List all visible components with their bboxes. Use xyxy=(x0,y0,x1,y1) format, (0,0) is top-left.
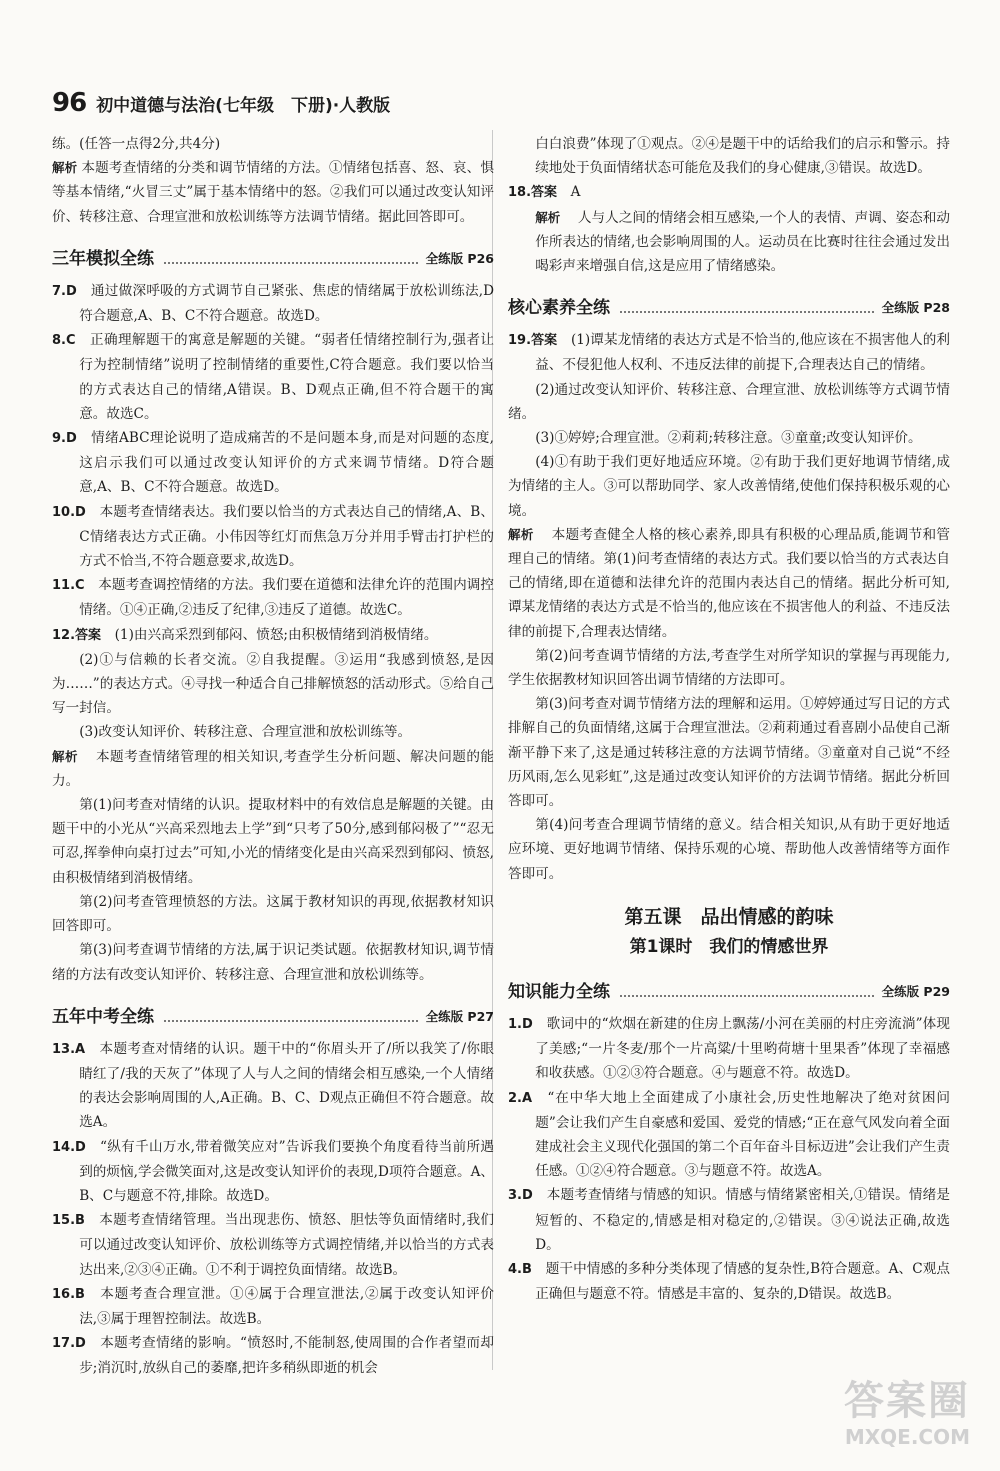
answer-item: 8.C 正确理解题干的寓意是解题的关键。“弱者任情绪控制行为,强者让行为控制情绪”说明了控制情绪的重要性,C符合题意。我们要以恰当的方式表达自己的情绪,A错误。B、D观点正确,但不符合题干的寓意。故选C。 xyxy=(52,332,494,422)
section-ref: 全练版 P26 xyxy=(425,250,494,266)
analysis-line: 第(1)问考查对情绪的认识。提取材料中的有效信息是解题的关键。由题干中的小光从“兴高采烈地去上学”到“只考了50分,感到郁闷极了”“忍无可忍,挥拳伸向桌打过去”可知,小光的情绪变化是由兴高采烈到郁闷、愤怒,由积极情绪到消极情绪。 xyxy=(52,797,494,886)
page-header xyxy=(52,86,952,120)
answer-line: (2)通过改变认知评价、转移注意、合理宣泄、放松训练等方式调节情绪。 xyxy=(508,381,950,422)
answer-item: 10.D 本题考查情绪表达。我们要以恰当的方式表达自己的情绪,A、B、C情绪表达方式正确。小伟因等红灯而焦急万分并用手臂击打护栏的方式不恰当,不符合题意要求,故选D。 xyxy=(52,503,494,570)
answer-line: (4)①有助于我们更好地适应环境。②有助于我们更好地调节情绪,成为情绪的主人。③可以帮助同学、家人改善情绪,使他们保持积极乐观的心境。 xyxy=(508,454,950,519)
section-header xyxy=(52,1001,494,1029)
answer-line: (2)①与信赖的长者交流。②自我提醒。③运用“我感到愤怒,是因为……”的表达方式。④寻找一种适合自己排解愤怒的活动形式。⑤给自己写一封信。 xyxy=(52,651,494,717)
section-dots xyxy=(620,995,874,997)
watermark-text: 答案圈 xyxy=(844,1378,970,1424)
lesson-title: 第五课 品出情感的韵味 xyxy=(624,905,834,928)
answer-item: 12.答案 (1)由兴高采烈到郁闷、愤怒;由积极情绪到消极情绪。 xyxy=(52,626,438,643)
answer-item: 2.A “在中华大地上全面建成了小康社会,历史性地解决了绝对贫困问题”会让我们产生自豪感和爱国、爱党的情感;“正在意气风发向着全面建成社会主义现代化强国的第二个百年奋斗目标迈进”会让我们产生责任感。①②④符合题意。③与题意不符。故选A。 xyxy=(508,1089,951,1180)
section-dots xyxy=(620,311,874,313)
answer-item: 15.B 本题考查情绪管理。当出现悲伤、愤怒、胆怯等负面情绪时,我们可以通过改变认知评价、放松训练等方式调控情绪,并以恰当的方式表达出来,②③④正确。①不利于调控负面情绪。故选B。 xyxy=(52,1212,494,1278)
analysis-paragraph: 解析 本题考查情绪的分类和调节情绪的方法。①情绪包括喜、怒、哀、惧等基本情绪,“火冒三丈”属于基本情绪中的怒。②我们可以通过改变认知评价、转移注意、合理宣泄和放松训练等方法调节情绪。据此回答即可。 xyxy=(52,160,494,225)
section-title: 三年模拟全练 xyxy=(52,248,154,269)
text-paragraph: 练。(任答一点得2分,共4分) xyxy=(52,136,221,152)
answer-item: 16.B 本题考查合理宣泄。①④属于合理宣泄法,②属于改变认知评价法,③属于理智控制法。故选B。 xyxy=(52,1285,495,1327)
analysis-line: 第(2)问考查调节情绪的方法,考查学生对所学知识的掌握与再现能力,学生依据教材知识回答出调节情绪的方法即可。 xyxy=(508,647,950,689)
section-header xyxy=(508,292,950,320)
answer-item: 1.D 歌词中的“炊烟在新建的住房上飘荡/小河在美丽的村庄旁流淌”体现了美感;“一片冬麦/那个一片高粱/十里哟荷塘十里果香”体现了幸福感和收获感。①②③符合题意。④与题意不符。故选D。 xyxy=(508,1015,951,1082)
watermark xyxy=(770,1377,970,1457)
answer-item: 4.B 题干中情感的多种分类体现了情感的复杂性,B符合题意。A、C观点正确但与题意不符。情感是丰富的、复杂的,D错误。故选B。 xyxy=(508,1260,951,1303)
answer-item: 7.D 通过做深呼吸的方式调节自己紧张、焦虑的情绪属于放松训练法,D符合题意,A、B、C不符合题意。故选D。 xyxy=(52,282,495,325)
section-ref: 全练版 P27 xyxy=(425,1008,494,1024)
watermark-url: MXQE.COM xyxy=(844,1425,970,1449)
page-number: 96 xyxy=(52,88,87,118)
answer-line: (3)①婷婷;合理宣泄。②莉莉;转移注意。③童童;改变认知评价。 xyxy=(535,430,922,447)
analysis-paragraph: 解析 本题考查情绪管理的相关知识,考查学生分析问题、解决问题的能力。 xyxy=(52,748,494,789)
analysis-line: 第(4)问考查合理调节情绪的意义。结合相关知识,从有助于更好地适应环境、更好地调节情绪、保持乐观的心境、帮助他人改善情绪等方面作答即可。 xyxy=(508,817,950,882)
section-title: 知识能力全练 xyxy=(508,981,610,1002)
left-column xyxy=(52,132,494,1381)
answer-item: 3.D 本题考查情绪与情感的知识。情感与情绪紧密相关,①错误。情绪是短暂的、不稳定的,情感是相对稳定的,②错误。③④说法正确,故选D。 xyxy=(508,1187,950,1253)
answer-item: 9.D 情绪ABC理论说明了造成痛苦的不是问题本身,而是对问题的态度,这启示我们可以通过改变认知评价的方式来调节情绪。D符合题意,A、B、C不符合题意。故选D。 xyxy=(52,430,495,496)
section-dots xyxy=(164,262,418,264)
section-header xyxy=(52,243,494,271)
section-ref: 全练版 P29 xyxy=(881,983,950,999)
answer-item: 17.D 本题考查情绪的影响。“愤怒时,不能制怒,使周围的合作者望而却步;消沉时,放纵自己的萎靡,把许多稍纵即逝的机会 xyxy=(52,1335,495,1377)
section-ref: 全练版 P28 xyxy=(881,300,950,316)
answer-line: (3)改变认知评价、转移注意、合理宣泄和放松训练等。 xyxy=(79,724,412,741)
answer-item: 13.A 本题考查对情绪的认识。题干中的“你眉头开了/所以我笑了/你眼睛红了/我的天灰了”体现了人与人之间的情绪会相互感染,一个人情绪的表达会影响周围的人,A正确。B、C、D观点正确但不符合题意。故选A。 xyxy=(52,1040,495,1131)
lesson-subtitle: 第1课时 我们的情感世界 xyxy=(629,936,829,957)
section-header xyxy=(508,976,950,1004)
analysis-line: 第(3)问考查调节情绪的方法,属于识记类试题。依据教材知识,调节情绪的方法有改变认知评价、转移注意、合理宣泄和放松训练等。 xyxy=(52,942,494,983)
section-title: 五年中考全练 xyxy=(52,1006,154,1027)
right-column xyxy=(508,132,950,1306)
analysis-line: 第(2)问考查管理愤怒的方法。这属于教材知识的再现,依据教材知识回答即可。 xyxy=(52,893,494,935)
answer-item: 19.答案 (1)谭某龙情绪的表达方式是不恰当的,他应该在不损害他人的利益、不侵犯他人权利、不违反法律的前提下,合理表达自己的情绪。 xyxy=(508,332,951,374)
section-dots xyxy=(164,1020,418,1022)
answer-item: 18.答案 A xyxy=(508,184,581,201)
answer-item: 14.D “纵有千山万水,带着微笑应对”告诉我们要换个角度看待当前所遇到的烦恼,学会微笑面对,这是改变认知评价的表现,D项符合题意。A、B、C与题意不符,排除。故选D。 xyxy=(52,1138,495,1204)
analysis-paragraph: 解析 本题考查健全人格的核心素养,即具有积极的心理品质,能调节和管理自己的情绪。第(1)问考查情绪的表达方式。我们要以恰当的方式表达自己的情绪,即在道德和法律允许的范围内表达自己的情绪。据此分析可知,谭某龙情绪的表达方式是不恰当的,他应该在不损害他人的利益、不违反法律的前提下,合理表达情绪。 xyxy=(508,526,951,640)
section-title: 核心素养全练 xyxy=(508,298,610,319)
analysis-tag: 解析 xyxy=(52,160,78,176)
answer-item: 11.C 本题考查调控情绪的方法。我们要在道德和法律允许的范围内调控情绪。①④正确,②违反了纪律,③违反了道德。故选C。 xyxy=(52,577,494,619)
analysis-paragraph: 解析 人与人之间的情绪会相互感染,一个人的表情、声调、姿态和动作所表达的情绪,也会影响周围的人。运动员在比赛时往往会通过发出喝彩声来增强自信,这是应用了情绪感染。 xyxy=(535,209,950,275)
analysis-line: 第(3)问考查对调节情绪方法的理解和运用。①婷婷通过写日记的方式排解自己的负面情绪,这属于合理宣泄法。②莉莉通过看喜剧小品使自己渐渐平静下来了,这是通过转移注意的方法调节情绪。③童童对自己说“不经历风雨,怎么见彩虹”,这是通过改变认知评价的方法调节情绪。据此分析回答即可。 xyxy=(508,696,950,810)
book-title: 初中道德与法治(七年级 下册)·人教版 xyxy=(96,95,391,116)
continued-text: 白白浪费”体现了①观点。②④是题干中的话给我们的启示和警示。持续地处于负面情绪状态可能危及我们的身心健康,③错误。故选D。 xyxy=(535,136,950,177)
